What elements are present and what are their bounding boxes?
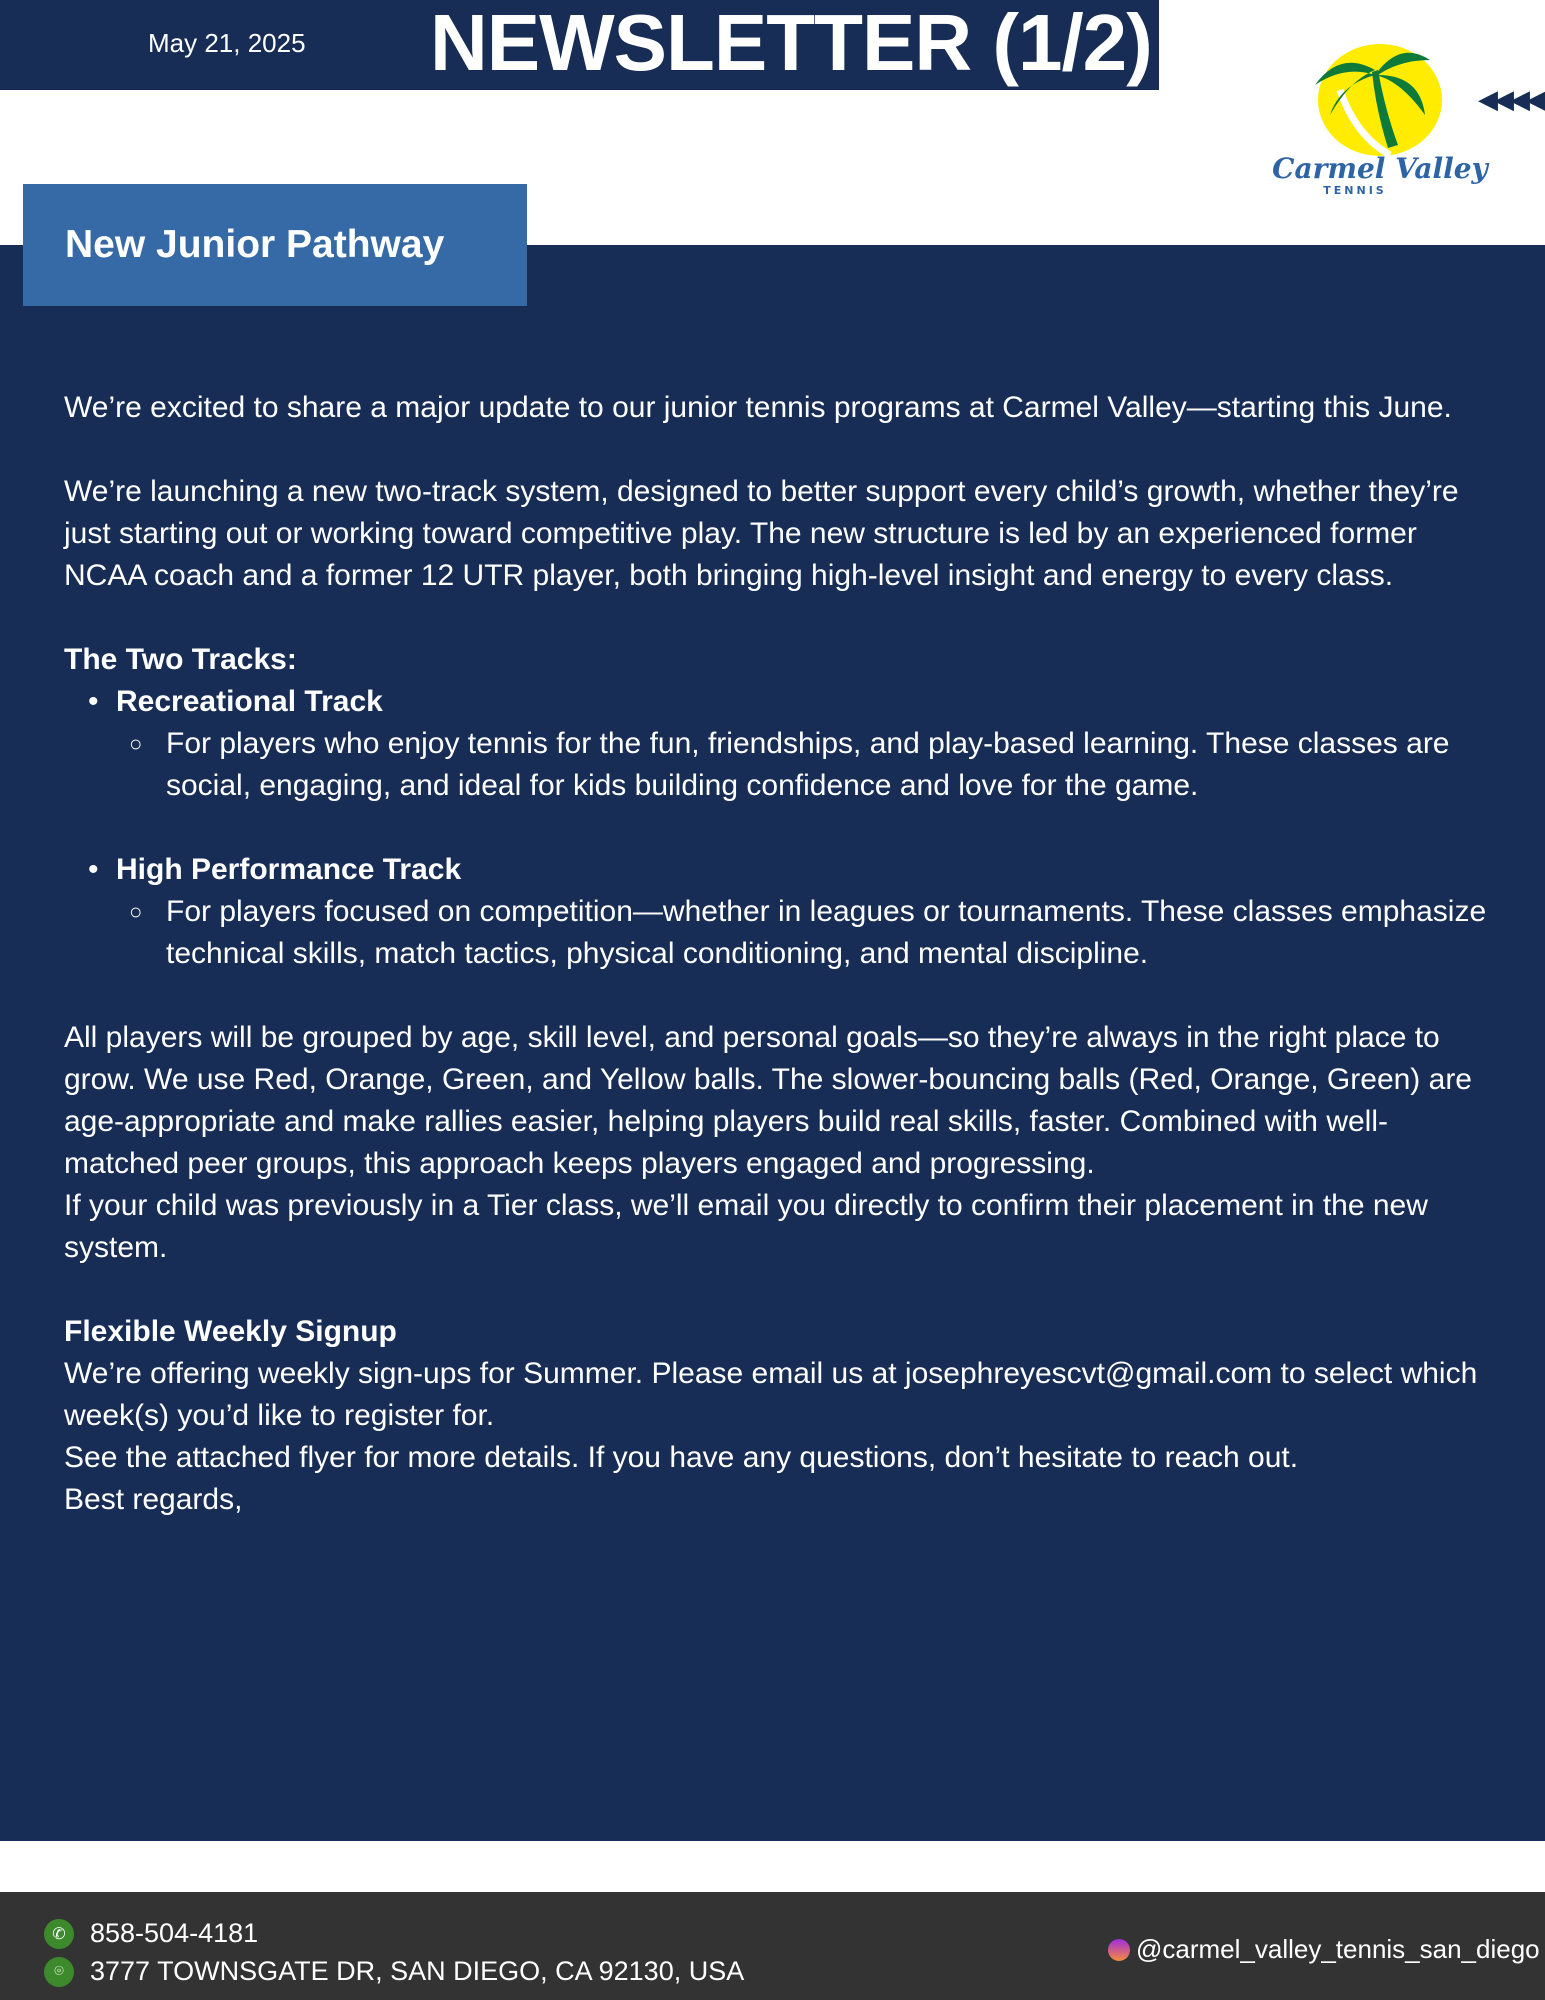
track-desc-text: For players focused on competition—whether in leagues or tournaments. These classes emphasize technical skills, match tactics, physical conditioning, and mental discipline. bbox=[166, 895, 1487, 970]
address: 3777 TOWNSGATE DR, SAN DIEGO, CA 92130, USA bbox=[90, 1956, 745, 1986]
track-item bbox=[88, 681, 1489, 723]
svg-text:TENNIS: TENNIS bbox=[1323, 184, 1387, 197]
track-desc: ○ For players focused on competition—whether in leagues or tournaments. These classes emphasize technical skills, match tactics, physical conditioning, and mental discipline. bbox=[129, 891, 1489, 975]
section-title: New Junior Pathway bbox=[23, 184, 527, 306]
instagram-handle[interactable]: @carmel_valley_tennis_san_diego bbox=[1136, 1934, 1540, 1964]
signup-heading: Flexible Weekly Signup bbox=[64, 1315, 397, 1348]
newsletter-body bbox=[0, 245, 1545, 1841]
track-name: • High Performance Track bbox=[116, 853, 462, 886]
newsletter-date: May 21, 2025 bbox=[148, 28, 306, 58]
track-desc: ○ For players who enjoy tennis for the fun, friendships, and play-based learning. These classes are social, engaging, and ideal for kids building confidence and love for the game. bbox=[129, 723, 1489, 807]
intro-paragraph: We’re excited to share a major update to our junior tennis programs at Carmel Valley—starting this June. bbox=[64, 391, 1452, 424]
instagram-icon bbox=[1108, 1939, 1130, 1961]
footer bbox=[0, 1892, 1545, 2000]
launch-paragraph: We’re launching a new two-track system, designed to better support every child’s growth, whether they’re just starting out or working toward competitive play. The new structure is led by an experienced former NCAA coach and a former 12 UTR player, both bringing high-level insight and energy to every class. bbox=[64, 475, 1459, 592]
signup-paragraph: We’re offering weekly sign-ups for Summer. Please email us at josephreyescvt@gmail.com to select which week(s) you’d like to register for. bbox=[64, 1357, 1478, 1432]
carmel-valley-tennis-logo bbox=[1260, 30, 1500, 200]
tier-paragraph: If your child was previously in a Tier class, we’ll email you directly to confirm their placement in the new system. bbox=[64, 1189, 1428, 1264]
svg-text:Carmel Valley: Carmel Valley bbox=[1272, 152, 1488, 185]
location-pin-icon: ⌾ bbox=[44, 1957, 74, 1987]
closing: Best regards, bbox=[64, 1483, 243, 1516]
phone-icon: ✆ bbox=[44, 1919, 74, 1949]
arrows-decoration: ◀◀◀◀ bbox=[1478, 84, 1542, 114]
phone-number[interactable]: 858-504-4181 bbox=[90, 1918, 259, 1948]
track-item bbox=[88, 849, 1489, 891]
track-name: • Recreational Track bbox=[116, 685, 383, 718]
tracks-heading: The Two Tracks: bbox=[64, 643, 297, 676]
newsletter-title: NEWSLETTER (1/2) bbox=[430, 0, 1152, 87]
track-desc-text: For players who enjoy tennis for the fun, friendships, and play-based learning. These classes are social, engaging, and ideal for kids building confidence and love for the game. bbox=[166, 727, 1450, 802]
header-bar bbox=[0, 0, 1159, 90]
grouping-paragraph: All players will be grouped by age, skill level, and personal goals—so they’re always in the right place to grow. We use Red, Orange, Green, and Yellow balls. The slower-bouncing balls (Red, Orange, Green) are age-appropriate and make rallies easier, helping players build real skills, faster. Combined with well-matched peer groups, this approach keeps players engaged and progressing. bbox=[64, 1021, 1472, 1180]
flyer-paragraph: See the attached flyer for more details. If you have any questions, don’t hesitate to reach out. bbox=[64, 1441, 1299, 1474]
